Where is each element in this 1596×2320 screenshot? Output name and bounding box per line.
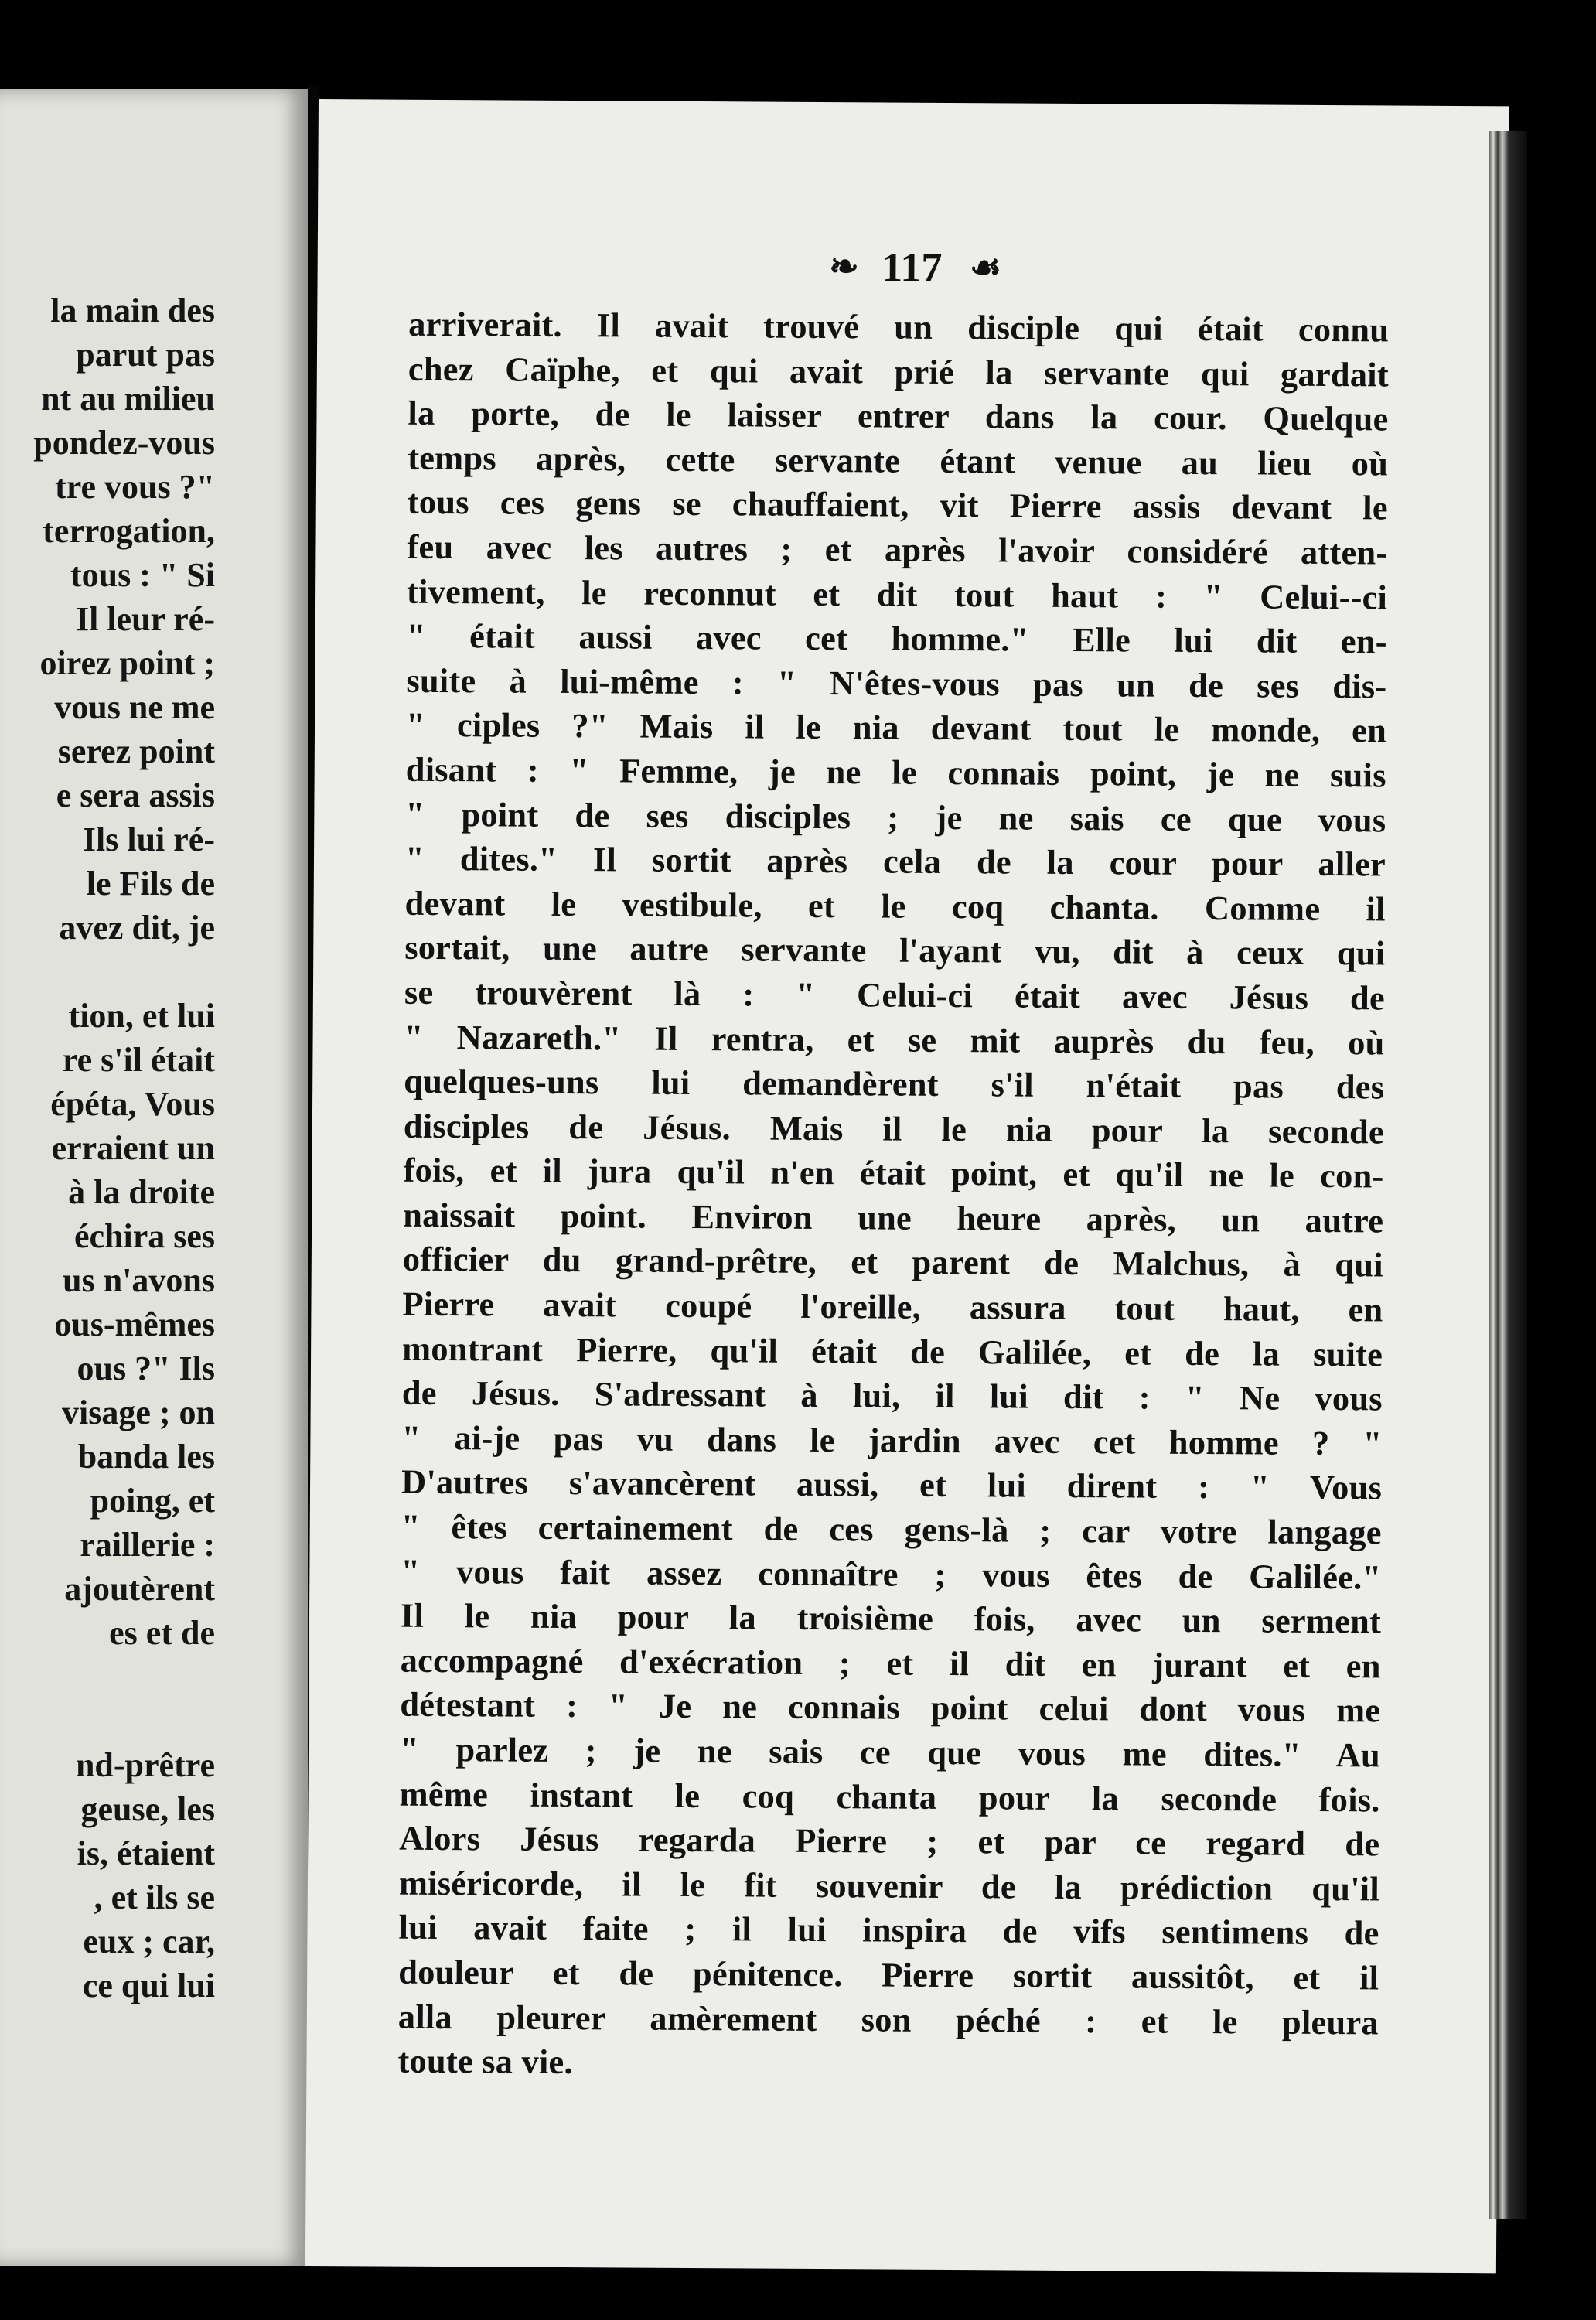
body-line: toute sa vie. (397, 2041, 573, 2082)
page-edge (1489, 131, 1527, 2219)
left-page-line: ous ?" Ils (77, 1349, 215, 1387)
left-page-line: parut pas (76, 336, 215, 374)
left-page-line: tous : " Si (70, 556, 215, 594)
left-page-line: is, étaient (77, 1834, 215, 1872)
left-page-line: Il leur ré- (75, 600, 215, 638)
left-page-line (33, 950, 215, 994)
body-line: tivement, le reconnut et dit tout haut : " Celui--ci (406, 571, 1388, 617)
body-line: chez Caïphe, et qui avait prié la servante qui gardait (408, 349, 1390, 394)
body-line: quelques-uns lui demandèrent s'il n'était pas des (404, 1061, 1385, 1107)
body-line: devant le vestibule, et le coq chanta. Comme il (404, 883, 1386, 929)
body-line: " ai-je pas vu dans le jardin avec cet homme ? " (401, 1418, 1383, 1463)
left-page-line: tre vous ?" (55, 468, 215, 506)
left-page-line (33, 1699, 215, 1743)
body-line: alla pleurer amèrement son péché : et le pleura (397, 1997, 1379, 2042)
left-page-line: serez point (57, 732, 215, 770)
body-line: douleur et de pénitence. Pierre sortit aussitôt, et il (398, 1952, 1379, 1998)
left-page-line: geuse, les (80, 1790, 215, 1828)
left-page-line: es et de (109, 1614, 215, 1652)
left-page-line: avez dit, je (59, 909, 215, 947)
left-page-line: ce qui lui (82, 1967, 215, 2004)
body-line: la porte, de le laisser entrer dans la cour. Quelque (408, 393, 1389, 438)
page-header (318, 232, 1509, 293)
body-line: montrant Pierre, qu'il était de Galilée, et de la suite (401, 1329, 1383, 1374)
body-line: accompagné d'exécration ; et il dit en jurant et en (400, 1640, 1381, 1686)
left-page-line: nt au milieu (41, 380, 215, 418)
page-number: 117 (882, 244, 943, 291)
left-page-line: pondez-vous (33, 424, 215, 462)
ornament-right-icon: ☙ (969, 247, 998, 287)
left-page-line: re s'il était (62, 1041, 215, 1079)
left-page-line: eux ; car, (83, 1923, 215, 1960)
body-line: suite à lui-même : " N'êtes-vous pas un de ses dis- (406, 660, 1387, 706)
left-page-line: e sera assis (56, 776, 215, 814)
body-line: " Nazareth." Il rentra, et se mit auprès du feu, où (404, 1017, 1385, 1062)
body-line: naissait point. Environ une heure après, un autre (403, 1195, 1384, 1240)
left-page-line: poing, et (90, 1482, 215, 1520)
body-line: " êtes certainement de ces gens-là ; car votre langage (401, 1506, 1382, 1552)
left-page-line: tion, et lui (68, 997, 215, 1035)
body-line: D'autres s'avancèrent aussi, et lui dirent : " Vous (401, 1462, 1383, 1507)
left-page-line: us n'avons (63, 1261, 215, 1299)
left-page-line: vous ne me (54, 688, 215, 726)
left-page-line: oirez point ; (39, 644, 215, 682)
left-page-line: ous-mêmes (54, 1305, 215, 1343)
body-line: " point de ses disciples ; je ne sais ce que vous (405, 794, 1386, 839)
left-page-line: épéta, Vous (50, 1085, 215, 1123)
body-line: " parlez ; je ne sais ce que vous me dites." Au (399, 1729, 1381, 1775)
left-page-line: terrogation, (43, 512, 215, 550)
body-line: Pierre avait coupé l'oreille, assura tout haut, en (402, 1284, 1383, 1329)
left-page-line: visage ; on (62, 1394, 215, 1431)
body-line: même instant le coq chanta pour la seconde fois. (399, 1774, 1380, 1820)
body-line: sortait, une autre servante l'ayant vu, dit à ceux qui (404, 928, 1386, 973)
left-page (0, 89, 308, 2266)
left-page-line: le Fils de (86, 865, 215, 902)
body-line: arriverait. Il avait trouvé un disciple qui était connu (408, 304, 1390, 350)
left-page-line: nd-prêtre (75, 1746, 215, 1784)
left-page-line: erraient un (51, 1129, 215, 1167)
body-line: temps après, cette servante étant venue au lieu où (408, 438, 1389, 483)
body-line: " ciples ?" Mais il le nia devant tout le monde, en (405, 705, 1387, 750)
left-page-line: banda les (77, 1438, 215, 1476)
body-line: " vous fait assez connaître ; vous êtes de Galilée." (401, 1551, 1382, 1597)
body-line: " dites." Il sortit après cela de la cour pour aller (404, 838, 1386, 884)
left-page-line: ajoutèrent (64, 1570, 215, 1608)
body-line: Alors Jésus regarda Pierre ; et par ce regard de (399, 1818, 1380, 1864)
left-page-line: raillerie : (80, 1526, 215, 1564)
body-line: de Jésus. S'adressant à lui, il lui dit : " Ne vous (401, 1373, 1383, 1418)
left-page-line (33, 1655, 215, 1699)
body-line: disant : " Femme, je ne le connais point, je ne suis (405, 749, 1386, 795)
body-line: officier du grand-prêtre, et parent de Malchus, à qui (402, 1240, 1383, 1285)
body-line: Il le nia pour la troisième fois, avec un serment (400, 1595, 1382, 1641)
body-line: se trouvèrent là : " Celui-ci était avec Jésus de (404, 972, 1386, 1018)
left-page-line: Ils lui ré- (82, 821, 215, 858)
body-line: lui avait faite ; il lui inspira de vifs sentimens de (398, 1908, 1379, 1953)
body-line: disciples de Jésus. Mais il le nia pour la seconde (403, 1106, 1385, 1151)
left-page-line: échira ses (73, 1217, 215, 1255)
left-page-line: , et ils se (94, 1878, 215, 1916)
body-line: feu avec les autres ; et après l'avoir considéré atten- (407, 527, 1388, 572)
left-page-text (33, 288, 215, 2008)
body-line: tous ces gens se chauffaient, vit Pierre assis devant le (407, 483, 1388, 527)
body-line: détestant : " Je ne connais point celui dont vous me (400, 1685, 1381, 1730)
right-page (305, 99, 1509, 2273)
body-text (397, 302, 1389, 2090)
body-line: " était aussi avec cet homme." Elle lui dit en- (406, 616, 1387, 661)
ornament-left-icon: ❧ (829, 246, 854, 286)
body-line: miséricorde, il le fit souvenir de la prédiction qu'il (398, 1863, 1380, 1909)
body-line: fois, et il jura qu'il n'en était point, et qu'il ne le con- (403, 1150, 1384, 1196)
left-page-line: la main des (50, 292, 215, 329)
left-page-line: à la droite (68, 1173, 215, 1211)
